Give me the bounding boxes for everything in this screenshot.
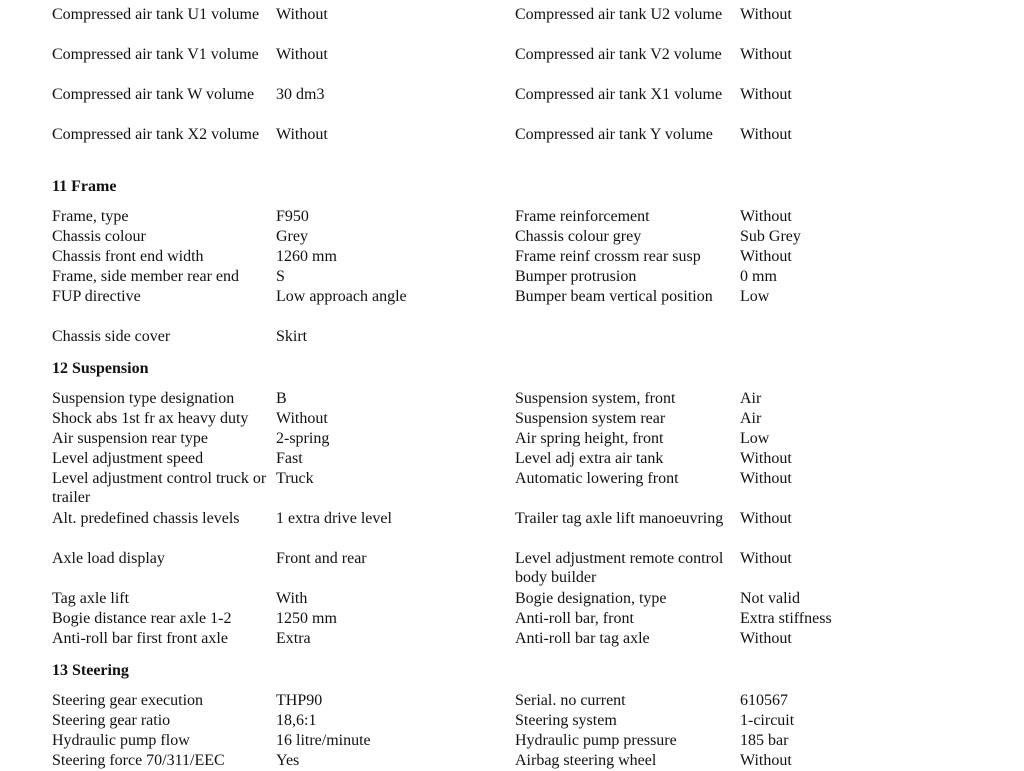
spec-label-left: Shock abs 1st fr ax heavy duty: [52, 410, 249, 427]
spec-value-left: 1 extra drive level: [276, 510, 392, 527]
spec-row: [52, 267, 1012, 287]
spec-row: [52, 549, 1012, 589]
spec-label-right: Compressed air tank X1 volume: [515, 86, 723, 103]
spec-value-left: Low approach angle: [276, 288, 407, 305]
spec-value-right: Without: [740, 450, 792, 467]
spec-value-left: THP90: [276, 692, 323, 709]
spec-value-right: Without: [740, 510, 792, 527]
spec-label-right: Compressed air tank U2 volume: [515, 6, 723, 23]
spec-label-left: Frame, type: [52, 208, 129, 225]
spec-value-right: Air: [740, 410, 762, 427]
spec-label-right: Hydraulic pump pressure: [515, 732, 677, 749]
spec-label-right: Level adjustment remote control body builder: [515, 550, 724, 586]
spec-label-left: Chassis front end width: [52, 248, 204, 265]
spec-label-right: Bogie designation, type: [515, 590, 667, 607]
spec-label-left: Frame, side member rear end: [52, 268, 240, 285]
spec-label-right: Level adj extra air tank: [515, 450, 664, 467]
spec-label-left: Compressed air tank X2 volume: [52, 126, 260, 143]
spec-row: [52, 85, 1012, 125]
spec-label-right: Bumper beam vertical position: [515, 288, 713, 305]
spec-label-left: FUP directive: [52, 288, 141, 305]
spec-row: [52, 509, 1012, 549]
spec-value-left: Skirt: [276, 328, 308, 345]
spec-row: [52, 247, 1012, 267]
spec-value-left: Extra: [276, 630, 311, 647]
spec-value-right: Without: [740, 630, 792, 647]
spec-row: [52, 389, 1012, 409]
spec-row: [52, 731, 1012, 751]
spec-label-left: Suspension type designation: [52, 390, 235, 407]
spec-value-left: Without: [276, 410, 328, 427]
spec-value-left: 16 litre/minute: [276, 732, 371, 749]
spec-value-left: Yes: [276, 752, 300, 769]
spec-label-left: Hydraulic pump flow: [52, 732, 190, 749]
spec-value-left: 2-spring: [276, 430, 330, 447]
spec-value-right: Without: [740, 208, 792, 225]
spec-value-right: 1-circuit: [740, 712, 795, 729]
spec-label-left: Air suspension rear type: [52, 430, 208, 447]
spec-row: [52, 629, 1012, 649]
spec-label-right: Compressed air tank Y volume: [515, 126, 713, 143]
section-spacer: [52, 347, 1012, 359]
spec-value-right: Without: [740, 550, 792, 567]
spec-value-right: Without: [740, 470, 792, 487]
spec-value-left: 1260 mm: [276, 248, 337, 265]
spec-label-left: Tag axle lift: [52, 590, 130, 607]
spec-value-left: Without: [276, 6, 328, 23]
section-spacer: [52, 649, 1012, 661]
spec-row: [52, 449, 1012, 469]
spec-label-left: Chassis colour: [52, 228, 146, 245]
spec-label-right: Suspension system rear: [515, 410, 666, 427]
spec-row: [52, 609, 1012, 629]
spec-label-right: Frame reinforcement: [515, 208, 650, 225]
spec-label-left: Compressed air tank U1 volume: [52, 6, 260, 23]
spec-value-right: Without: [740, 248, 792, 265]
spec-label-right: Anti-roll bar, front: [515, 610, 634, 627]
spec-label-right: Chassis colour grey: [515, 228, 642, 245]
spec-value-right: Air: [740, 390, 762, 407]
spec-value-right: Without: [740, 6, 792, 23]
spec-value-left: B: [276, 390, 287, 407]
spec-label-right: Automatic lowering front: [515, 470, 679, 487]
spec-value-right: Low: [740, 430, 770, 447]
spec-value-right: 0 mm: [740, 268, 777, 285]
spec-row: [52, 711, 1012, 731]
spec-label-left: Steering force 70/311/EEC: [52, 752, 225, 769]
spec-value-left: Fast: [276, 450, 303, 467]
spec-value-left: F950: [276, 208, 309, 225]
spec-row: [52, 287, 1012, 327]
spec-value-right: Without: [740, 46, 792, 63]
spec-label-left: Level adjustment control truck or trailer: [52, 470, 267, 506]
spec-value-left: Without: [276, 46, 328, 63]
spec-label-left: Level adjustment speed: [52, 450, 204, 467]
spec-row: [52, 327, 1012, 347]
spec-value-left: S: [276, 268, 285, 285]
spec-value-left: Front and rear: [276, 550, 367, 567]
spec-row: [52, 5, 1012, 45]
spec-label-right: Bumper protrusion: [515, 268, 637, 285]
spec-label-left: Steering gear ratio: [52, 712, 171, 729]
spec-value-right: Sub Grey: [740, 228, 801, 245]
spec-label-left: Anti-roll bar first front axle: [52, 630, 228, 647]
spec-document: [52, 5, 1012, 771]
spec-label-left: Bogie distance rear axle 1-2: [52, 610, 232, 627]
spec-row: [52, 227, 1012, 247]
spec-row: [52, 751, 1012, 771]
spec-value-right: Low: [740, 288, 770, 305]
spec-value-right: Not valid: [740, 590, 800, 607]
spec-label-right: Steering system: [515, 712, 617, 729]
spec-value-left: Without: [276, 126, 328, 143]
spec-value-right: 185 bar: [740, 732, 789, 749]
section-heading: 12 Suspension: [52, 360, 149, 377]
spec-row: [52, 589, 1012, 609]
spec-label-left: Compressed air tank W volume: [52, 86, 255, 103]
spec-label-right: Trailer tag axle lift manoeuvring: [515, 510, 724, 527]
spec-label-left: Alt. predefined chassis levels: [52, 510, 240, 527]
spec-row: [52, 207, 1012, 227]
spec-value-right: Without: [740, 752, 792, 769]
spec-label-left: Compressed air tank V1 volume: [52, 46, 259, 63]
spec-value-left: 18,6:1: [276, 712, 317, 729]
spec-value-left: With: [276, 590, 308, 607]
spec-value-right: Extra stiffness: [740, 610, 832, 627]
spec-value-left: 1250 mm: [276, 610, 337, 627]
spec-value-left: Grey: [276, 228, 308, 245]
spec-row: [52, 691, 1012, 711]
spec-row: [52, 469, 1012, 509]
spec-label-right: Suspension system, front: [515, 390, 676, 407]
section-heading: 11 Frame: [52, 178, 117, 195]
spec-row: [52, 409, 1012, 429]
spec-label-right: Frame reinf crossm rear susp: [515, 248, 701, 265]
spec-value-left: 30 dm3: [276, 86, 325, 103]
spec-row: [52, 45, 1012, 85]
spec-label-left: Axle load display: [52, 550, 165, 567]
spec-label-right: Anti-roll bar tag axle: [515, 630, 650, 647]
spec-row: [52, 125, 1012, 165]
section-spacer: [52, 165, 1012, 177]
section-heading: 13 Steering: [52, 662, 129, 679]
spec-label-left: Chassis side cover: [52, 328, 171, 345]
spec-value-right: Without: [740, 86, 792, 103]
spec-value-left: Truck: [276, 470, 314, 487]
spec-label-right: Air spring height, front: [515, 430, 664, 447]
spec-row: [52, 429, 1012, 449]
spec-label-right: Serial. no current: [515, 692, 626, 709]
spec-value-right: Without: [740, 126, 792, 143]
spec-label-right: Compressed air tank V2 volume: [515, 46, 722, 63]
spec-label-right: Airbag steering wheel: [515, 752, 657, 769]
spec-value-right: 610567: [740, 692, 788, 709]
spec-label-left: Steering gear execution: [52, 692, 204, 709]
